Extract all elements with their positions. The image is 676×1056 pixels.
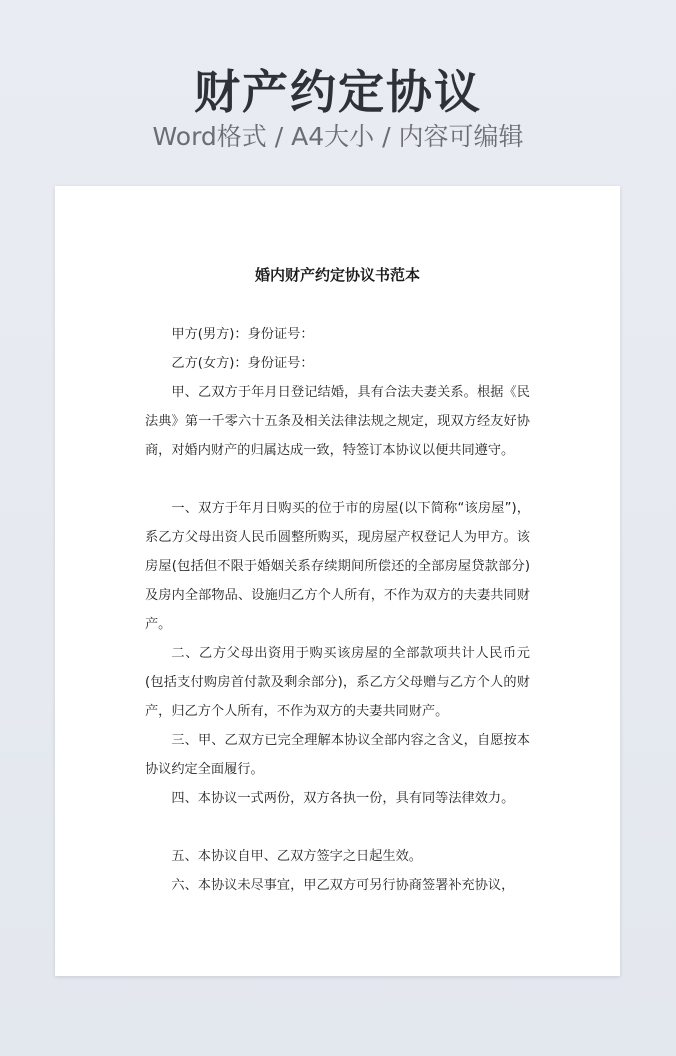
paragraph-spacer xyxy=(145,465,530,494)
clause-4: 四、本协议一式两份，双方各执一份，具有同等法律效力。 xyxy=(171,791,515,806)
clause-3: 三、甲、乙双方已完全理解本协议全部内容之含义，自愿按本协议约定全面履行。 xyxy=(145,733,530,777)
party-a-line: 甲方(男方)：身份证号： xyxy=(171,327,314,342)
paragraph-spacer xyxy=(145,813,530,842)
hero-subtitle: Word格式 / A4大小 / 内容可编辑 xyxy=(152,122,524,151)
document-page xyxy=(55,186,620,976)
clause-1: 一、双方于年月日购买的位于市的房屋(以下简称“该房屋”)，系乙方父母出资人民币圆整所购买，现房屋产权登记人为甲方。该房屋(包括但不限于婚姻关系存续期间所偿还的全部房屋贷款部分)及房内全部物品、设施归乙方个人所有，不作为双方的夫妻共同财产。 xyxy=(145,501,530,632)
document-title: 婚内财产约定协议书范本 xyxy=(254,266,420,284)
clause-5: 五、本协议自甲、乙双方签字之日起生效。 xyxy=(171,849,422,864)
document-body xyxy=(145,320,530,900)
hero-title: 财产约定协议 xyxy=(194,65,482,119)
preamble-paragraph: 甲、乙双方于年月日登记结婚，具有合法夫妻关系。根据《民法典》第一千零六十五条及相关法律法规之规定，现双方经友好协商，对婚内财产的归属达成一致，特签订本协议以便共同遵守。 xyxy=(145,385,530,458)
clause-2: 二、乙方父母出资用于购买该房屋的全部款项共计人民币元(包括支付购房首付款及剩余部分)，系乙方父母赠与乙方个人的财产，归乙方个人所有，不作为双方的夫妻共同财产。 xyxy=(145,646,530,719)
party-b-line: 乙方(女方)：身份证号： xyxy=(171,356,314,371)
clause-6: 六、本协议未尽事宜，甲乙双方可另行协商签署补充协议， xyxy=(171,878,515,893)
